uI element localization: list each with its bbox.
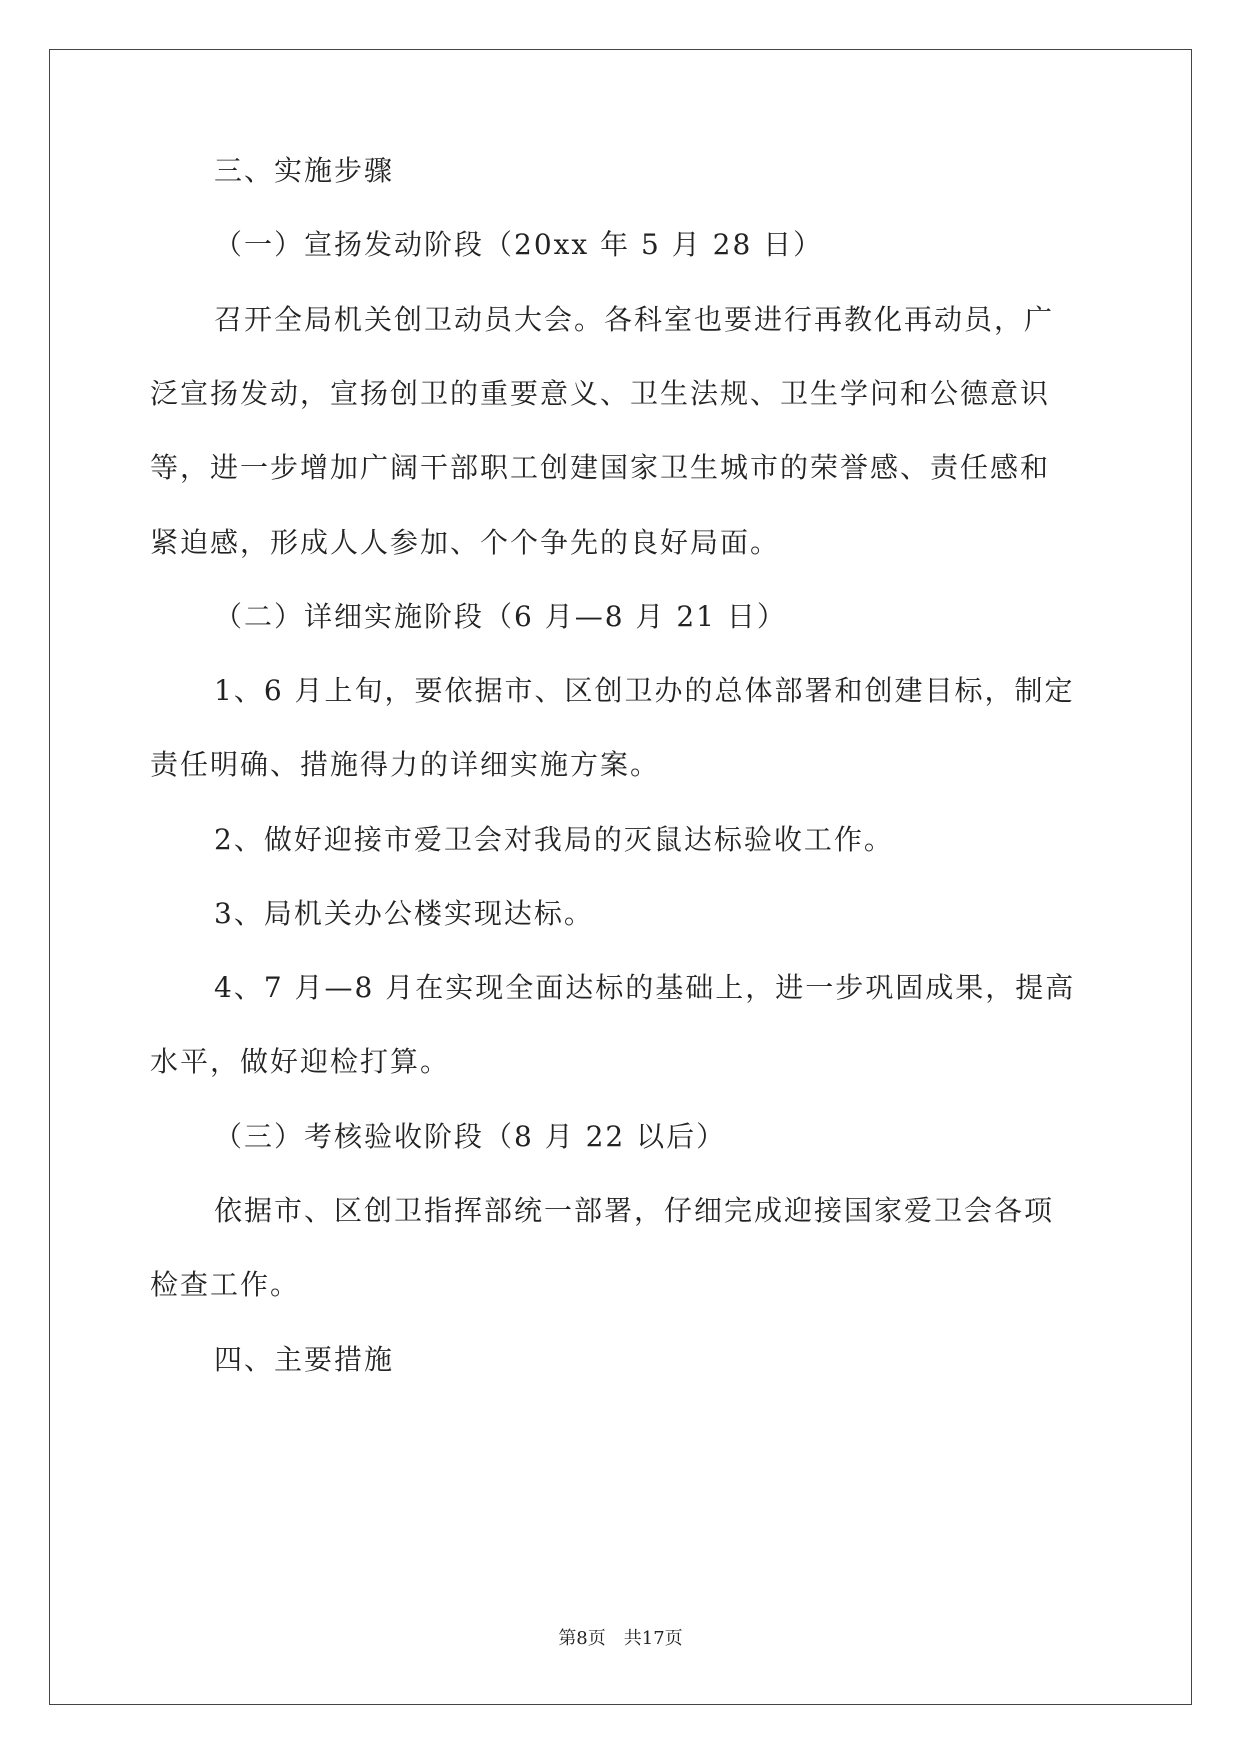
paragraph-line: 依据市、区创卫指挥部统一部署，仔细完成迎接国家爱卫会各项 [214,1194,1055,1227]
paragraph-line: 紧迫感，形成人人参加、个个争先的良好局面。 [150,526,781,559]
paragraph-line: 等，进一步增加广阔干部职工创建国家卫生城市的荣誉感、责任感和 [150,451,1051,484]
paragraph-line: 检查工作。 [150,1268,301,1301]
section-heading-4: 四、主要措施 [214,1343,395,1376]
list-item-1: 1、6 月上旬，要依据市、区创卫办的总体部署和创建目标，制定 [214,674,1075,707]
list-item-2: 2、做好迎接市爱卫会对我局的灭鼠达标验收工作。 [214,823,894,856]
list-item-4-continued: 水平，做好迎检打算。 [150,1045,451,1078]
section-heading-3: 三、实施步骤 [214,154,395,187]
list-item-4: 4、7 月—8 月在实现全面达标的基础上，进一步巩固成果，提高 [214,971,1076,1004]
page-number-total: 共17页 [623,1628,683,1649]
paragraph-line: 泛宣扬发动，宣扬创卫的重要意义、卫生法规、卫生学问和公德意识 [150,377,1051,410]
page-frame [49,49,1192,1705]
subsection-heading-3: （三）考核验收阶段（8 月 22 以后） [214,1120,727,1153]
page-number-current: 第8页 [558,1628,606,1649]
list-item-1-continued: 责任明确、措施得力的详细实施方案。 [150,748,661,781]
paragraph-line: 召开全局机关创卫动员大会。各科室也要进行再教化再动员，广 [214,303,1055,336]
subsection-heading-2: （二）详细实施阶段（6 月—8 月 21 日） [214,600,787,633]
page-footer [0,1624,1241,1650]
list-item-3: 3、局机关办公楼实现达标。 [214,897,594,930]
subsection-heading-1: （一）宣扬发动阶段（20xx 年 5 月 28 日） [214,228,824,261]
